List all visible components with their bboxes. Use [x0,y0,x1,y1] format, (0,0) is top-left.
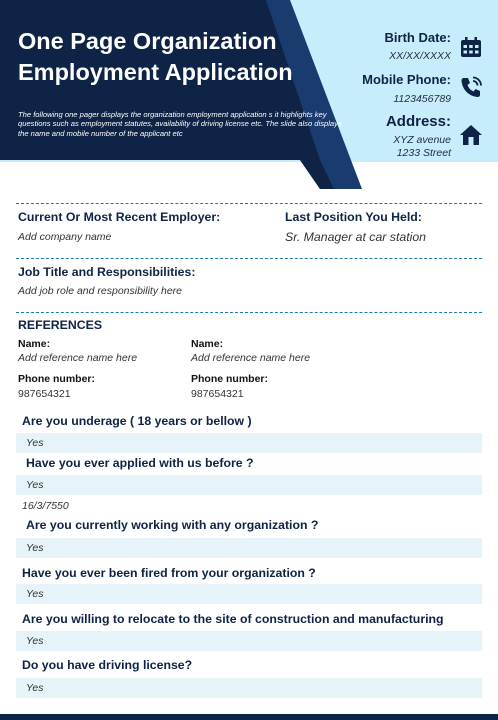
answer-driving-license: Yes [26,682,44,694]
header-description: The following one pager displays the organization employment application s it highlights key questions such as employment statutes, availability of driving license etc. The slide also displays the name and mobile number of the applicant etc [18,110,342,138]
question-underage: Are you underage ( 18 years or bellow ) [22,414,252,428]
answer-row [16,475,482,495]
last-position-label: Last Position You Held: [285,210,422,224]
employer-value: Add company name [18,231,112,243]
references-heading: REFERENCES [18,318,103,332]
mobile-phone-label: Mobile Phone: [362,72,451,87]
calendar-icon [458,34,484,60]
reference-2-name-value: Add reference name here [191,352,311,364]
answer-row [16,538,482,558]
reference-1-name-label: Name: [18,338,51,350]
reference-1-phone-label: Phone number: [18,373,96,385]
question-driving-license: Do you have driving license? [22,658,193,672]
answer-relocate: Yes [26,635,44,647]
title-line-2: Employment Application [18,59,293,85]
job-title-value: Add job role and responsibility here [18,285,183,297]
employer-label: Current Or Most Recent Employer: [18,210,221,224]
reference-2-phone-label: Phone number: [191,373,269,385]
address-line-1: XYZ avenue [393,134,451,146]
footer-bar [0,714,498,720]
mobile-phone-value: 1123456789 [393,93,451,105]
birth-date-label: Birth Date: [384,30,451,45]
title-line-1: One Page Organization [18,28,277,54]
question-fired: Have you ever been fired from your organization ? [22,566,316,580]
divider [16,258,482,259]
divider [16,203,482,204]
question-applied-before: Have you ever applied with us before ? [26,456,254,470]
question-currently-working: Are you currently working with any organization ? [26,518,319,532]
answer-fired: Yes [26,588,44,600]
page-title [18,26,338,88]
answer-currently-working: Yes [26,542,44,554]
address-line-2: 1233 Street [396,147,451,159]
answer-row [16,678,482,698]
address-label: Address: [385,113,451,130]
answer-row [16,433,482,453]
answer-applied-before: Yes [26,479,44,491]
last-position-value: Sr. Manager at car station [285,230,427,244]
divider [16,312,482,313]
reference-1-name-value: Add reference name here [18,352,138,364]
answer-underage: Yes [26,437,44,449]
birth-date-value: XX/XX/XXXX [389,50,451,62]
reference-1-phone-value: 987654321 [18,388,71,400]
phone-icon [458,74,484,100]
question-relocate: Are you willing to relocate to the site of construction and manufacturing [22,612,444,626]
answer-row [16,631,482,651]
applied-before-date: 16/3/7550 [22,500,69,512]
job-title-label: Job Title and Responsibilities: [18,265,196,279]
reference-2-phone-value: 987654321 [191,388,244,400]
reference-2-name-label: Name: [191,338,224,350]
home-icon [458,122,484,148]
answer-row [16,584,482,604]
